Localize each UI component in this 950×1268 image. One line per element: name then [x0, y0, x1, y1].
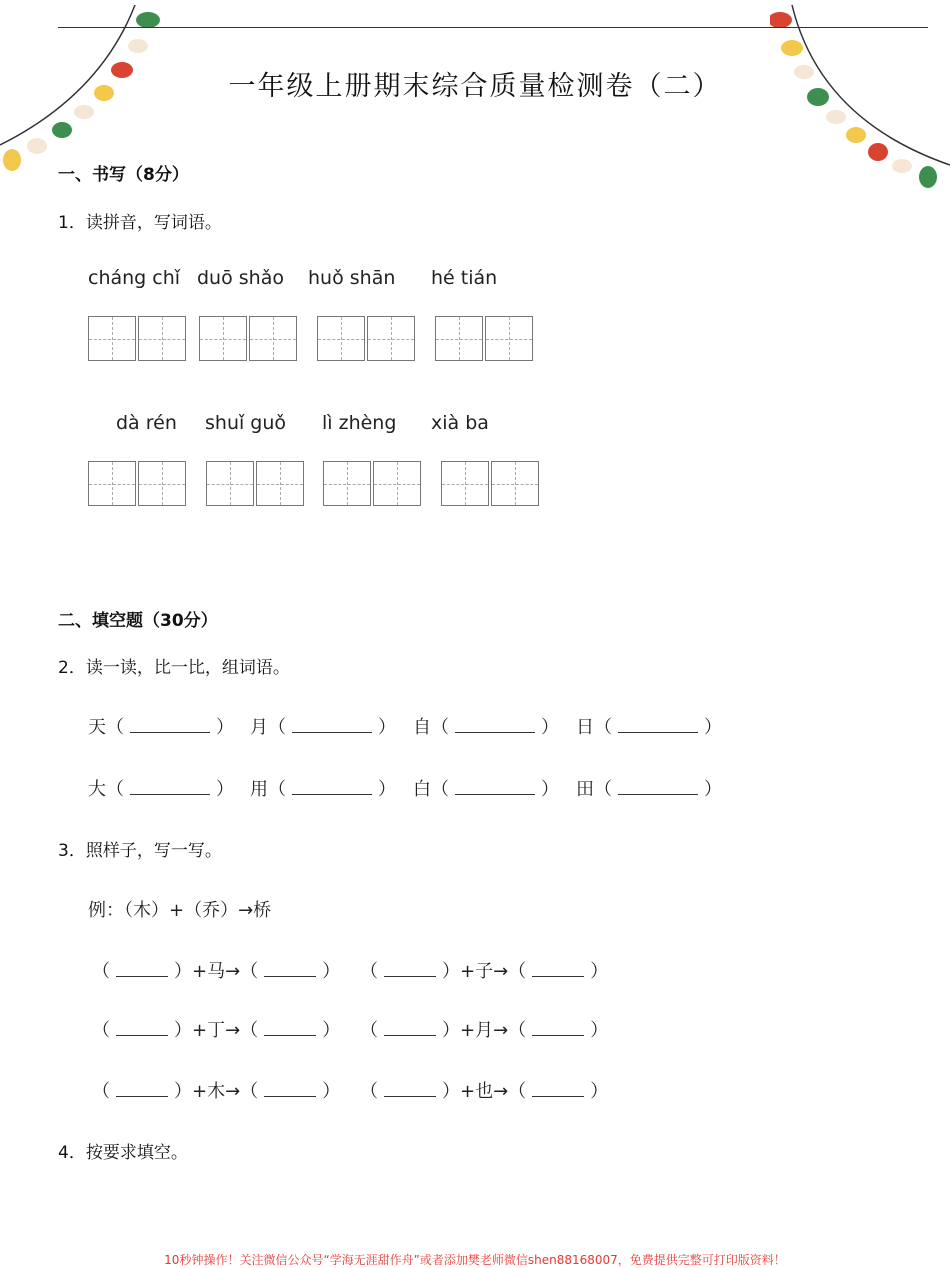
grid-cell[interactable] — [435, 316, 483, 361]
grid-cell[interactable] — [249, 316, 297, 361]
answer-blank[interactable] — [116, 1021, 168, 1036]
answer-blank[interactable] — [130, 718, 210, 733]
writing-grid[interactable] — [88, 461, 188, 506]
leaf-decoration — [3, 149, 21, 171]
answer-blank[interactable] — [532, 1021, 584, 1036]
compose-item: （ ）+ 也 →（ ） — [360, 1077, 608, 1103]
answer-blank[interactable] — [292, 780, 372, 795]
leaf-decoration — [74, 105, 94, 119]
word-blank-item: 大 （ ） — [88, 775, 234, 801]
pinyin-label: xià ba — [431, 412, 489, 434]
question-3: 3．照样子，写一写。 — [58, 841, 222, 861]
character: 月 — [250, 717, 268, 738]
question-2: 2．读一读，比一比，组词语。 — [58, 658, 290, 678]
answer-blank[interactable] — [384, 962, 436, 977]
leaf-decoration — [892, 159, 912, 173]
example-text: 例：（木）+（乔）→桥 — [88, 900, 272, 921]
leaf-decoration — [52, 122, 72, 138]
answer-blank[interactable] — [264, 1021, 316, 1036]
word-blank-item: 自 （ ） — [413, 713, 559, 739]
pinyin-label: lì zhèng — [322, 412, 397, 434]
word-blank-item: 日 （ ） — [576, 713, 722, 739]
leaf-decoration — [919, 166, 937, 188]
grid-cell[interactable] — [367, 316, 415, 361]
answer-blank[interactable] — [532, 962, 584, 977]
grid-cell[interactable] — [199, 316, 247, 361]
question-4: 4．按要求填空。 — [58, 1143, 188, 1163]
character: 用 — [250, 779, 268, 800]
compose-item: （ ）+ 马 →（ ） — [92, 957, 340, 983]
leaf-decoration — [128, 39, 148, 53]
grid-cell[interactable] — [138, 316, 186, 361]
grid-cell[interactable] — [256, 461, 304, 506]
writing-grid[interactable] — [88, 316, 188, 361]
pinyin-label: shuǐ guǒ — [205, 412, 287, 434]
grid-cell[interactable] — [138, 461, 186, 506]
grid-cell[interactable] — [491, 461, 539, 506]
answer-blank[interactable] — [618, 718, 698, 733]
leaf-decoration — [846, 127, 866, 143]
answer-blank[interactable] — [455, 718, 535, 733]
writing-grid[interactable] — [441, 461, 541, 506]
character: 子 — [475, 961, 494, 982]
answer-blank[interactable] — [130, 780, 210, 795]
character: 马 — [207, 961, 226, 982]
word-blank-item: 天 （ ） — [88, 713, 234, 739]
pinyin-label: huǒ shān — [308, 267, 396, 289]
compose-item: （ ）+ 子 →（ ） — [360, 957, 608, 983]
answer-blank[interactable] — [264, 962, 316, 977]
answer-blank[interactable] — [384, 1082, 436, 1097]
section-heading-fill-blank: 二、填空题（30分） — [58, 611, 218, 631]
word-blank-item: 月 （ ） — [250, 713, 396, 739]
pinyin-label: dà rén — [116, 412, 177, 434]
compose-item: （ ）+ 木 →（ ） — [92, 1077, 340, 1103]
compose-item: （ ）+ 月 →（ ） — [360, 1016, 608, 1042]
answer-blank[interactable] — [532, 1082, 584, 1097]
leaf-decoration — [868, 143, 888, 161]
character: 大 — [88, 779, 106, 800]
character: 日 — [576, 717, 594, 738]
answer-blank[interactable] — [264, 1082, 316, 1097]
answer-blank[interactable] — [455, 780, 535, 795]
grid-cell[interactable] — [373, 461, 421, 506]
word-blank-item: 田 （ ） — [576, 775, 722, 801]
pinyin-label: hé tián — [431, 267, 498, 289]
answer-blank[interactable] — [384, 1021, 436, 1036]
section-heading-writing: 一、书写（8分） — [58, 165, 189, 185]
leaf-decoration — [27, 138, 47, 154]
compose-item: （ ）+ 丁 →（ ） — [92, 1016, 340, 1042]
grid-cell[interactable] — [317, 316, 365, 361]
writing-grid[interactable] — [206, 461, 306, 506]
header-rule — [58, 27, 928, 28]
character: 天 — [88, 717, 106, 738]
character: 木 — [207, 1081, 226, 1102]
writing-grid[interactable] — [199, 316, 299, 361]
character: 丁 — [207, 1020, 226, 1041]
pinyin-label: duō shǎo — [197, 267, 284, 289]
grid-cell[interactable] — [88, 316, 136, 361]
writing-grid[interactable] — [317, 316, 417, 361]
grid-cell[interactable] — [485, 316, 533, 361]
character: 自 — [413, 717, 431, 738]
leaf-decoration — [781, 40, 803, 56]
leaf-decoration — [136, 12, 160, 28]
character: 白 — [413, 779, 431, 800]
grid-cell[interactable] — [206, 461, 254, 506]
answer-blank[interactable] — [116, 962, 168, 977]
page-title: 一年级上册期末综合质量检测卷（二） — [228, 71, 722, 102]
writing-grid[interactable] — [435, 316, 535, 361]
answer-blank[interactable] — [116, 1082, 168, 1097]
leaf-decoration — [770, 12, 792, 28]
character: 田 — [576, 779, 594, 800]
character: 月 — [475, 1020, 494, 1041]
answer-blank[interactable] — [618, 780, 698, 795]
leaf-decoration — [826, 110, 846, 124]
grid-cell[interactable] — [323, 461, 371, 506]
writing-grid[interactable] — [323, 461, 423, 506]
word-blank-item: 用 （ ） — [250, 775, 396, 801]
word-blank-item: 白 （ ） — [413, 775, 559, 801]
footer-watermark: 10秒钟操作！关注微信公众号“学海无涯甜作舟”或者添加樊老师微信shen88168007，免费提供完整可打印版资料！ — [164, 1253, 786, 1267]
grid-cell[interactable] — [88, 461, 136, 506]
answer-blank[interactable] — [292, 718, 372, 733]
character: 也 — [475, 1081, 494, 1102]
question-1: 1．读拼音，写词语。 — [58, 213, 222, 233]
grid-cell[interactable] — [441, 461, 489, 506]
pinyin-label: cháng chǐ — [88, 267, 181, 289]
